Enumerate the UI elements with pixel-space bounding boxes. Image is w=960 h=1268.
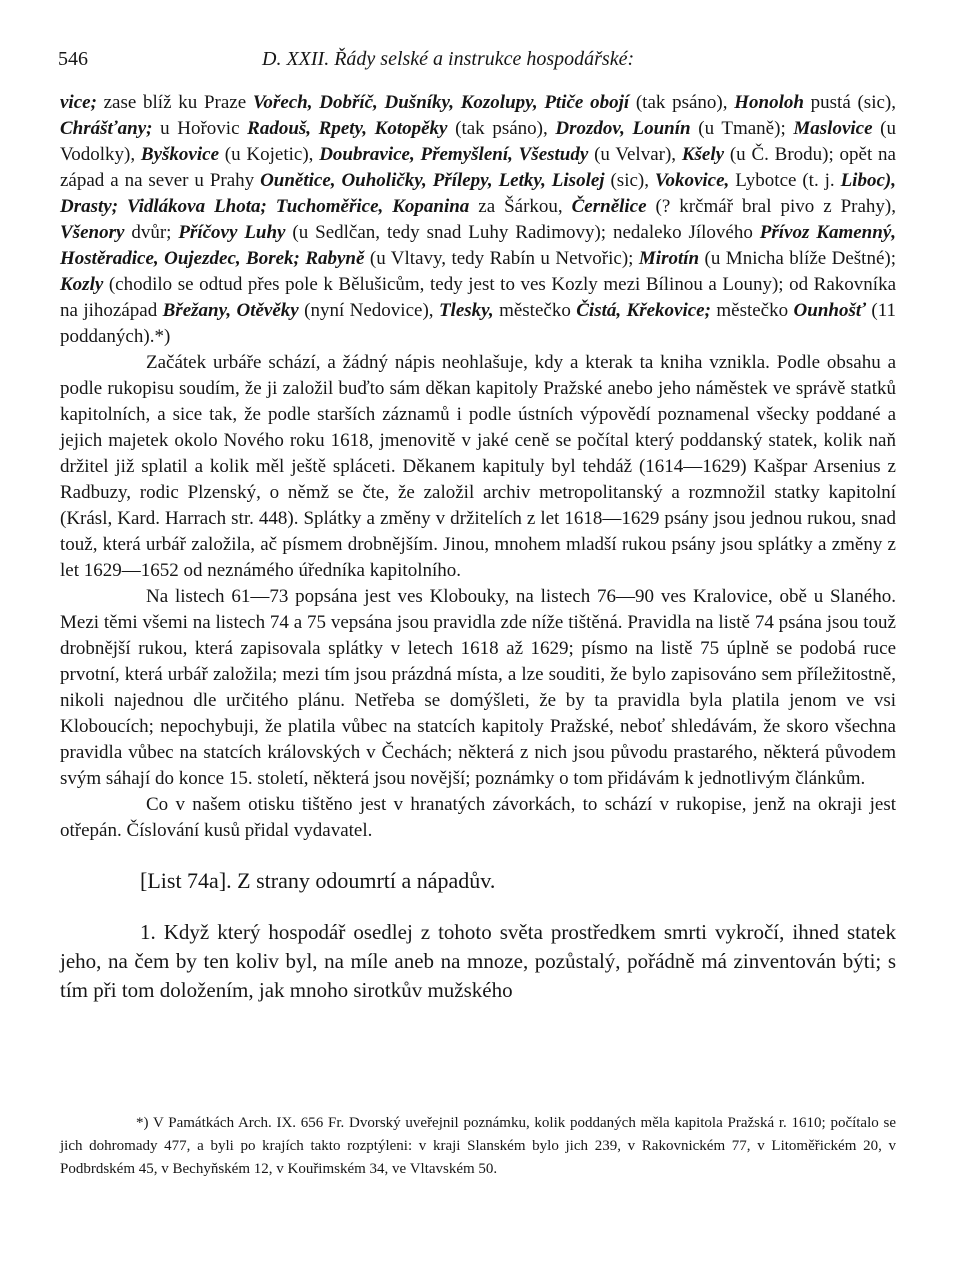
text-run: (u Kojetic), <box>219 144 320 165</box>
text-run: (u Sedlčan, tedy snad Luhy Radimovy); nedaleko Jílového <box>285 222 760 243</box>
place-name: Radouš, Rpety, Kotopěky <box>247 118 448 139</box>
place-name: Všenory <box>60 222 125 243</box>
text-run: (chodilo se odtud přes pole k Bělušicům, tedy jest to ves Kozly mezi Bílinou a Louny); od Rakovníka na jihozápad <box>60 274 896 321</box>
text-run: (? krčmář bral pivo z Prahy), <box>646 196 896 217</box>
place-name: Honoloh <box>734 92 804 113</box>
place-name: Mirotín <box>638 248 700 269</box>
text-run: (11 poddaných).*) <box>60 300 897 347</box>
paragraph-folios: Na listech 61—73 popsána jest ves Klobouky, na listech 76—90 ves Kralovice, obě u Slaného. Mezi těmi všemi na listech 74 a 75 vepsána jsou pravidla zde níže tištěná. Pravidla na listě 74 psána jsou touž drobnější rukou, která zapisovala splátky v letech 1618 až 1629; písmo na listě 75 úplně se podobá ruce prvotní, která urbář založila; mezi tím jsou prázdná místa, a lze souditi, že bylo zapisováno sem příležitostně, nikoli najednou dle určitého plánu. Netřeba se domýšleti, že by ta pravidla byla platila jenom ve vsi Kloboucích; nepochybuji, že platila vůbec na statcích kapitoly Pražské, neboť shledávám, že skoro všechna pravidla vůbec na statcích královských v Čechách; některá z nich jsou původu prastarého, některá původem svým sáhají do konce 15. století, některá jsou novější; poznámky o tom přidávám k jednotlivým článkům. <box>60 586 896 789</box>
section-heading: [List 74a]. Z strany odoumrtí a nápadův. <box>140 868 496 893</box>
footnote-area <box>60 1112 896 1181</box>
place-name: Liboc), Drasty; Vidlákova Lhota; Tuchoměřice, Kopanina <box>60 170 896 217</box>
place-name: Kšely <box>681 144 725 165</box>
text-run: za Šárkou, <box>469 196 572 217</box>
place-name: vice; <box>60 92 97 113</box>
text-run: (u Mnicha blíže Deštné); <box>699 248 896 269</box>
place-name: Břežany, Otěvěky <box>162 300 299 321</box>
text-run: dvůr; <box>124 222 179 243</box>
text-run: (tak psáno), <box>447 118 556 139</box>
place-name: Příčovy Luhy <box>178 222 286 243</box>
paragraph-editorial-note: Co v našem otisku tištěno jest v hranatých závorkách, to schází v rukopise, jenž na okraji jest otřepán. Číslování kusů přidal vydavatel. <box>60 794 896 841</box>
paragraph-place-list <box>60 90 896 350</box>
page-number: 546 <box>58 48 88 70</box>
text-run: (u Vodolky), <box>60 118 897 165</box>
text-run: městečko <box>493 300 577 321</box>
text-run: zase blíž ku Praze <box>96 92 253 113</box>
text-run: pustá (sic), <box>803 92 896 113</box>
place-name: Ounětice, Ouholičky, Přílepy, Letky, Lisolej <box>260 170 605 191</box>
text-run: (u Vltavy, tedy Rabín u Netvořic); <box>364 248 639 269</box>
text-run: (tak psáno), <box>629 92 735 113</box>
place-name: Přívoz Kamenný, Hostěradice, Oujezdec, Borek; Rabyně <box>60 222 896 269</box>
place-name: Tlesky, <box>438 300 494 321</box>
place-name: Kozly <box>60 274 104 295</box>
page-header <box>58 48 896 78</box>
place-name: Chrášťany; <box>60 118 153 139</box>
footnote: *) V Památkách Arch. IX. 656 Fr. Dvorský uveřejnil poznámku, kolik poddaných měla kapitola Pražská r. 1610; počítalo se jich dohromady 477, a byli po krajích takto rozptýleni: v kraji Slanském bylo jich 239, v Rakovnickém 77, v Litoměřickém 20, v Podbrdském 45, v Bechyňském 12, v Kouřimském 34, ve Vltavském 50. <box>60 1115 896 1177</box>
text-run: u Hořovic <box>152 118 248 139</box>
page-body <box>60 90 896 1005</box>
running-title: D. XXII. Řády selské a instrukce hospodářské: <box>262 48 635 70</box>
place-name: Doubravice, Přemyšlení, Všestudy <box>319 144 589 165</box>
place-name: Vořech, Dobříč, Dušníky, Kozolupy, Ptiče obojí <box>252 92 630 113</box>
place-name: Vokovice, <box>654 170 730 191</box>
place-name: Drozdov, Lounín <box>555 118 691 139</box>
rule-article-1: 1. Když který hospodář osedlej z tohoto světa prostředkem smrti vykročí, ihned statek jeho, na čem by ten koliv byl, na míle aneb na mnoze, pozůstalý, pořádně má zinventován býti; s tím při tom doložením, jak mnoho sirotkův mužského <box>60 920 896 1002</box>
paragraph-urbar-origin: Začátek urbáře schází, a žádný nápis neohlašuje, kdy a kterak ta kniha vznikla. Podle obsahu a podle rukopisu soudím, že ji založil buďto sám děkan kapitoly Pražské anebo jeho náměstek ve správě statků kapitolních, a sice tak, že podle starších záznamů i podle ústních výpovědí poznamenal všecky poddané a jejich majetek okolo Nového roku 1618, jmenovitě v jaké ceně se počítal který poddanský statek, kolik naň držitel již splatil a kolik měl ještě spláceti. Děkanem kapituly byl tehdáž (1614—1629) Kašpar Arsenius z Radbuzy, rodic Plzenský, o němž se čte, že založil archiv metropolitanský a rozmnožil statky kapitolní (Krásl, Kard. Harrach str. 448). Splátky a změny v držitelích z let 1618—1629 psány jsou jednou rukou, snad touž, která urbář založila, ač písmem drobnějším. Jinou, mnohem mladší rukou psány jsou splátky a změny z let 1629—1652 od neznámého úředníka kapitolního. <box>60 352 896 581</box>
text-run: (u Č. Brodu); opět na západ a na sever u Prahy <box>60 144 896 191</box>
place-name: Černělice <box>571 196 647 217</box>
place-name: Čistá, Křekovice; <box>576 300 711 321</box>
place-name: Byškovice <box>140 144 219 165</box>
text-run: (sic), <box>604 170 655 191</box>
text-run: (nyní Nedovice), <box>298 300 439 321</box>
text-run: Lybotce (t. j. <box>729 170 841 191</box>
text-run: (u Velvar), <box>588 144 682 165</box>
text-run: (u Tmaně); <box>690 118 794 139</box>
place-name: Maslovice <box>793 118 873 139</box>
text-run: městečko <box>710 300 794 321</box>
place-name: Ounhošť <box>793 300 866 321</box>
